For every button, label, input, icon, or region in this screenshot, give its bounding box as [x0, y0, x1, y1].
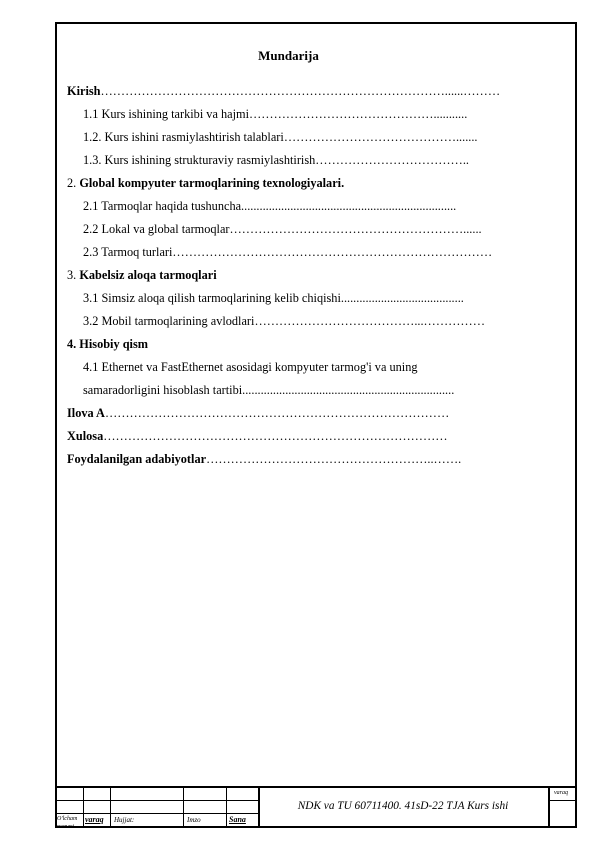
stamp-line	[55, 800, 258, 801]
stamp-ozgar-label: O'lcham	[57, 816, 78, 822]
stamp-varaq-col: varaq	[85, 815, 104, 824]
toc-chapter-4-label: 4. Hisobiy qism	[67, 337, 148, 351]
toc-dots: …………………………………………………………………………	[104, 406, 450, 420]
toc-dots: ………………………………..	[315, 153, 469, 167]
toc-1-1[interactable]	[67, 103, 529, 126]
toc-3-1[interactable]	[67, 287, 529, 310]
toc-2-3-label: 2.3 Tarmoq turlari	[83, 245, 173, 259]
toc-4-1-cont[interactable]	[67, 379, 529, 402]
toc-2-1-label: 2.1 Tarmoqlar haqida tushuncha	[83, 199, 242, 213]
toc-adabiyot-label: Foydalanilgan adabiyotlar	[67, 452, 207, 466]
toc-2-1[interactable]	[67, 195, 529, 218]
toc-1-2[interactable]	[67, 126, 529, 149]
toc-2-2[interactable]	[67, 218, 529, 241]
toc-3-2[interactable]	[67, 310, 529, 333]
stamp-nomeri-label: nomeri	[57, 824, 74, 830]
toc-dots: .....................................................................	[242, 383, 455, 397]
stamp-line	[226, 786, 227, 828]
toc-dots: ……………………………………………………………………	[172, 245, 493, 259]
toc-dots: …………………………………….......	[283, 130, 478, 144]
toc-chapter-3-label: Kabelsiz aloqa tarmoqlari	[79, 268, 217, 282]
stamp-line	[110, 786, 111, 828]
stamp-top-border	[55, 786, 577, 788]
toc-chapter-2-num: 2.	[67, 176, 77, 190]
toc-2-2-label: 2.2 Lokal va global tarmoqlar	[83, 222, 230, 236]
toc-dots: ......................................................................	[241, 199, 457, 213]
toc-ilova[interactable]	[67, 402, 529, 425]
toc-chapter-3[interactable]	[67, 264, 529, 287]
stamp-imzo-col: Imzo	[187, 816, 201, 824]
stamp-line	[83, 786, 84, 828]
toc-1-2-label: 1.2. Kurs ishini rasmiylashtirish talablari	[83, 130, 284, 144]
table-of-contents	[67, 80, 529, 471]
toc-chapter-4[interactable]	[67, 333, 529, 356]
toc-chapter-2-label: Global kompyuter tarmoqlarining texnologiyalari.	[79, 176, 345, 190]
toc-3-2-label: 3.2 Mobil tarmoqlarining avlodlari	[83, 314, 255, 328]
toc-dots: …………………………………...……………	[254, 314, 486, 328]
toc-kirish-label: Kirish	[67, 84, 101, 98]
stamp-line	[55, 813, 258, 814]
toc-4-1[interactable]	[67, 356, 529, 379]
stamp-line	[183, 786, 184, 828]
toc-dots: …………………………………………………………………………......………	[100, 84, 501, 98]
toc-dots: ........................................	[340, 291, 464, 305]
toc-1-3[interactable]	[67, 149, 529, 172]
toc-xulosa-label: Xulosa	[67, 429, 104, 443]
stamp-hujjat-col: Hujjat:	[114, 816, 135, 824]
toc-1-1-label: 1.1 Kurs ishining tarkibi va hajmi	[83, 107, 249, 121]
toc-ilova-label: Ilova A	[67, 406, 105, 420]
toc-chapter-3-num: 3.	[67, 268, 77, 282]
toc-3-1-label: 3.1 Simsiz aloqa qilish tarmoqlarining kelib chiqishi	[83, 291, 341, 305]
toc-dots: ………………………………………………..…….	[206, 452, 462, 466]
stamp-sana-col: Sana	[229, 815, 246, 824]
toc-dots: ………………………………………...........	[249, 107, 468, 121]
toc-chapter-2[interactable]	[67, 172, 529, 195]
toc-2-3[interactable]	[67, 241, 529, 264]
toc-kirish[interactable]	[67, 80, 529, 103]
page-title: Mundarija	[258, 48, 319, 63]
toc-1-3-label: 1.3. Kurs ishining strukturaviy rasmiylashtirish	[83, 153, 316, 167]
toc-xulosa[interactable]	[67, 425, 529, 448]
toc-dots: …………………………………………………......	[229, 222, 482, 236]
toc-4-1-label: 4.1 Ethernet va FastEthernet asosidagi kompyuter tarmog'i va uning	[83, 360, 418, 374]
stamp-varaq-label: varaq	[554, 790, 568, 796]
stamp-line	[548, 800, 577, 801]
toc-4-1-cont-label: samaradorligini hisoblash tartibi	[83, 383, 243, 397]
stamp-line	[548, 786, 550, 828]
toc-adabiyot[interactable]	[67, 448, 529, 471]
toc-dots: …………………………………………………………………………	[103, 429, 448, 443]
stamp-document-code: NDK va TU 60711400. 41sD-22 TJA Kurs ishi	[297, 800, 509, 812]
